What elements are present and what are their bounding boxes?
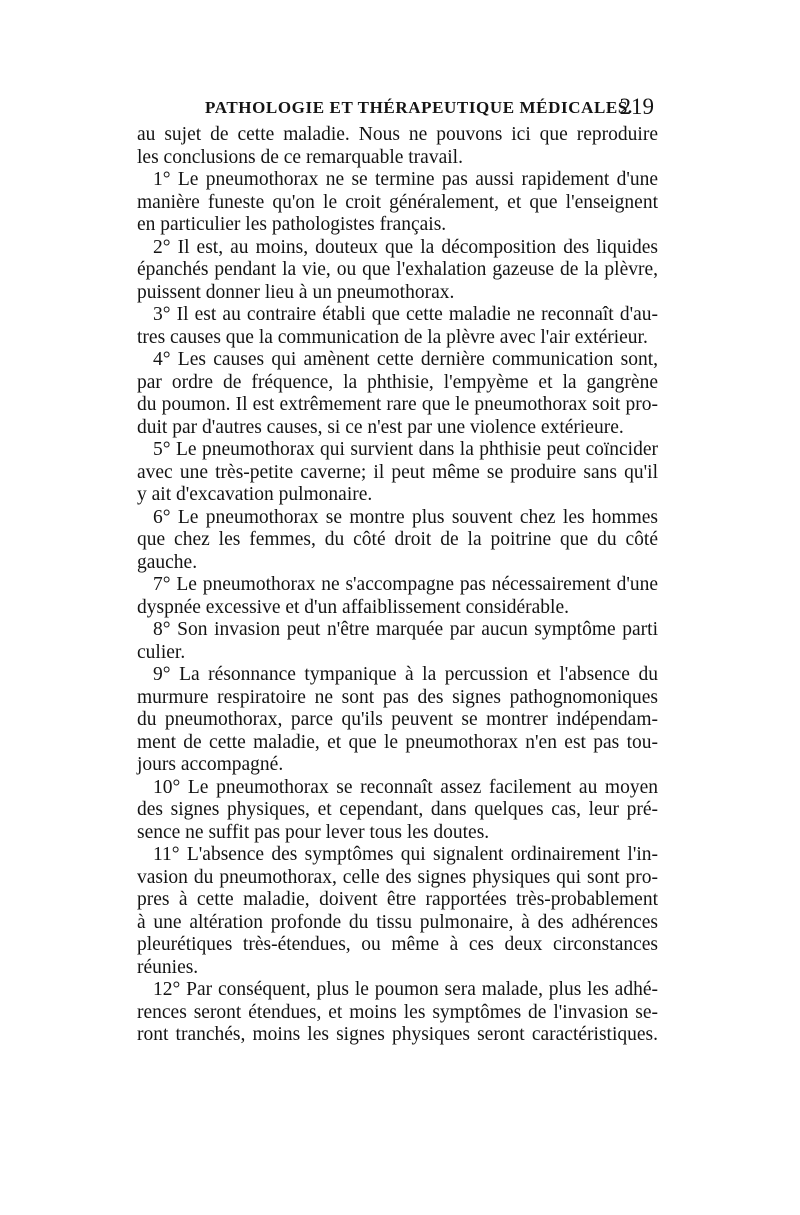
text-line: 5° Le pneumothorax qui survient dans la phthisie peut coïncider: [153, 439, 658, 460]
text-line: 8° Son invasion peut n'être marquée par aucun symptôme parti: [153, 619, 658, 640]
text-line: du pneumothorax, parce qu'ils peuvent se montrer indépendam-: [137, 709, 658, 730]
text-line: à une altération profonde du tissu pulmonaire, à des adhérences: [137, 911, 658, 933]
text-line: 3° Il est au contraire établi que cette maladie ne reconnaît d'au-: [153, 304, 658, 325]
body-text: [137, 124, 658, 1047]
text-line: 12° Par conséquent, plus le poumon sera malade, plus les adhé-: [153, 979, 658, 1000]
text-line: 2° Il est, au moins, douteux que la décomposition des liquides: [153, 236, 658, 258]
text-line: vasion du pneumothorax, celle des signes physiques qui sont pro-: [137, 866, 658, 888]
text-line: avec une très-petite caverne; il peut même se produire sans qu'il: [137, 461, 658, 483]
text-line: pres à cette maladie, doivent être rapportées très-probablement: [137, 889, 658, 910]
text-line: manière funeste qu'on le croit généralement, et que l'enseignent: [137, 191, 658, 213]
text-line: 6° Le pneumothorax se montre plus souvent chez les hommes: [153, 506, 658, 528]
text-line: gauche.: [137, 551, 198, 573]
text-line: en particulier les pathologistes français.: [137, 214, 447, 235]
text-line: du poumon. Il est extrêmement rare que le pneumothorax soit pro-: [137, 394, 658, 415]
text-line: ront tranchés, moins les signes physiques seront caractéristiques.: [137, 1024, 658, 1045]
text-line: 9° La résonnance tympanique à la percussion et l'absence du: [153, 664, 658, 685]
text-line: ment de cette maladie, et que le pneumothorax n'en est pas tou-: [137, 731, 658, 753]
text-line: 7° Le pneumothorax ne s'accompagne pas nécessairement d'une: [153, 574, 658, 595]
text-line: réunies.: [137, 956, 199, 978]
text-line: que chez les femmes, du côté droit de la poitrine que du côté: [137, 529, 658, 550]
text-line: pleurétiques très-étendues, ou même à ces deux circonstances: [137, 934, 658, 955]
text-line: dyspnée excessive et d'un affaiblissement considérable.: [137, 596, 570, 618]
text-line: 1° Le pneumothorax ne se termine pas aussi rapidement d'une: [153, 169, 658, 190]
text-line: les conclusions de ce remarquable travail.: [137, 146, 463, 168]
text-line: au sujet de cette maladie. Nous ne pouvons ici que reproduire: [137, 124, 658, 145]
text-line: tres causes que la communication de la plèvre avec l'air extérieur.: [137, 326, 648, 348]
text-line: duit par d'autres causes, si ce n'est par une violence extérieure.: [137, 416, 624, 438]
text-line: par ordre de fréquence, la phthisie, l'empyème et la gangrène: [137, 371, 658, 393]
text-line: puissent donner lieu à un pneumothorax.: [137, 281, 455, 303]
page-header: [137, 96, 657, 122]
running-title: PATHOLOGIE ET THÉRAPEUTIQUE MÉDICALES.: [205, 98, 633, 117]
text-line: murmure respiratoire ne sont pas des signes pathognomoniques: [137, 686, 658, 708]
text-line: des signes physiques, et cependant, dans quelques cas, leur pré-: [137, 799, 658, 820]
text-line: y ait d'excavation pulmonaire.: [137, 484, 373, 505]
text-line: rences seront étendues, et moins les symptômes de l'invasion se-: [137, 1001, 658, 1023]
text-line: 11° L'absence des symptômes qui signalent ordinairement l'in-: [153, 844, 658, 865]
text-line: 4° Les causes qui amènent cette dernière communication sont,: [153, 349, 658, 370]
text-line: épanchés pendant la vie, ou que l'exhalation gazeuse de la plèvre,: [137, 259, 658, 280]
text-line: jours accompagné.: [137, 754, 284, 775]
text-line: culier.: [137, 641, 186, 663]
text-line: sence ne suffit pas pour lever tous les doutes.: [137, 821, 490, 843]
page-number: 219: [619, 94, 654, 119]
text-line: 10° Le pneumothorax se reconnaît assez facilement au moyen: [153, 776, 658, 798]
